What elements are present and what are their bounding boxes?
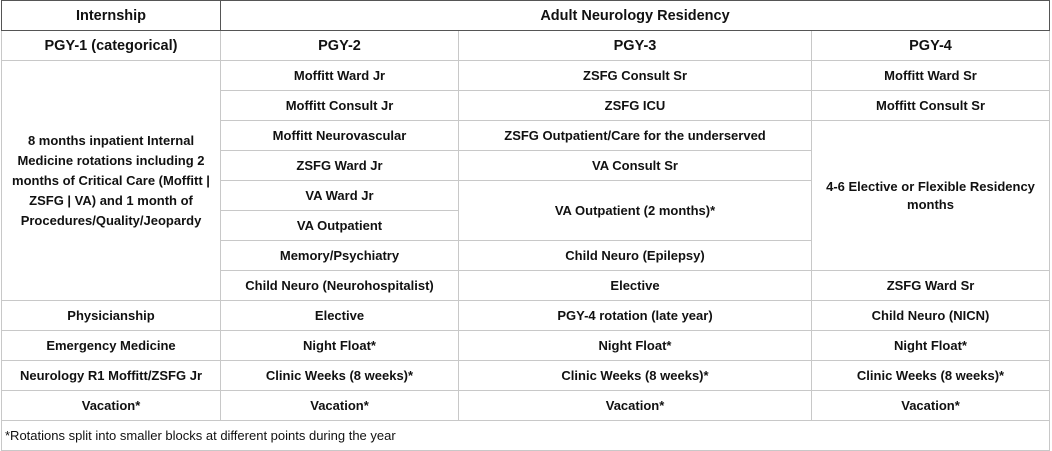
- table-cell: ZSFG Consult Sr: [459, 61, 812, 91]
- table-cell: Emergency Medicine: [2, 331, 221, 361]
- table-cell: Child Neuro (NICN): [812, 301, 1050, 331]
- table-row: [2, 331, 1050, 361]
- pgy4-elective-block: 4-6 Elective or Flexible Residency months: [812, 121, 1050, 271]
- pgy1-header: PGY-1 (categorical): [2, 31, 221, 61]
- table-cell: Physicianship: [2, 301, 221, 331]
- rotation-schedule-table: [1, 0, 1050, 451]
- table-cell: Moffitt Ward Sr: [812, 61, 1050, 91]
- table-cell: ZSFG Outpatient/Care for the underserved: [459, 121, 812, 151]
- table-row: [2, 61, 1050, 91]
- table-cell: ZSFG Ward Sr: [812, 271, 1050, 301]
- pgy3-header: PGY-3: [459, 31, 812, 61]
- table-row: [2, 301, 1050, 331]
- internship-header: Internship: [2, 1, 221, 31]
- table-cell: Moffitt Ward Jr: [221, 61, 459, 91]
- table-cell: Memory/Psychiatry: [221, 241, 459, 271]
- table-cell: ZSFG Ward Jr: [221, 151, 459, 181]
- pgy1-inpatient-block: 8 months inpatient Internal Medicine rotations including 2 months of Critical Care (Moffitt | ZSFG | VA) and 1 month of Procedures/Quality/Jeopardy: [2, 61, 221, 301]
- pgy3-va-outpatient-block: VA Outpatient (2 months)*: [459, 181, 812, 241]
- pgy2-header: PGY-2: [221, 31, 459, 61]
- table-cell: VA Outpatient: [221, 211, 459, 241]
- table-cell: Night Float*: [221, 331, 459, 361]
- table-cell: Clinic Weeks (8 weeks)*: [459, 361, 812, 391]
- table-cell: PGY-4 rotation (late year): [459, 301, 812, 331]
- table-cell: Vacation*: [459, 391, 812, 421]
- year-header-row: [2, 31, 1050, 61]
- table-cell: Vacation*: [812, 391, 1050, 421]
- table-cell: VA Consult Sr: [459, 151, 812, 181]
- table-cell: Elective: [221, 301, 459, 331]
- table-cell: Night Float*: [812, 331, 1050, 361]
- table-cell: Moffitt Neurovascular: [221, 121, 459, 151]
- table-cell: Night Float*: [459, 331, 812, 361]
- residency-header: Adult Neurology Residency: [221, 1, 1050, 31]
- table-cell: Vacation*: [2, 391, 221, 421]
- footnote: *Rotations split into smaller blocks at different points during the year: [2, 421, 1050, 451]
- header-row: [2, 1, 1050, 31]
- table-cell: Vacation*: [221, 391, 459, 421]
- table-cell: VA Ward Jr: [221, 181, 459, 211]
- table-cell: Moffitt Consult Sr: [812, 91, 1050, 121]
- table-cell: Clinic Weeks (8 weeks)*: [812, 361, 1050, 391]
- table-cell: Elective: [459, 271, 812, 301]
- table-cell: Clinic Weeks (8 weeks)*: [221, 361, 459, 391]
- table-cell: Moffitt Consult Jr: [221, 91, 459, 121]
- table-cell: ZSFG ICU: [459, 91, 812, 121]
- table-cell: Child Neuro (Neurohospitalist): [221, 271, 459, 301]
- pgy4-header: PGY-4: [812, 31, 1050, 61]
- table-row: [2, 361, 1050, 391]
- footnote-row: [2, 421, 1050, 451]
- table-cell: Neurology R1 Moffitt/ZSFG Jr: [2, 361, 221, 391]
- table-row: [2, 391, 1050, 421]
- table-cell: Child Neuro (Epilepsy): [459, 241, 812, 271]
